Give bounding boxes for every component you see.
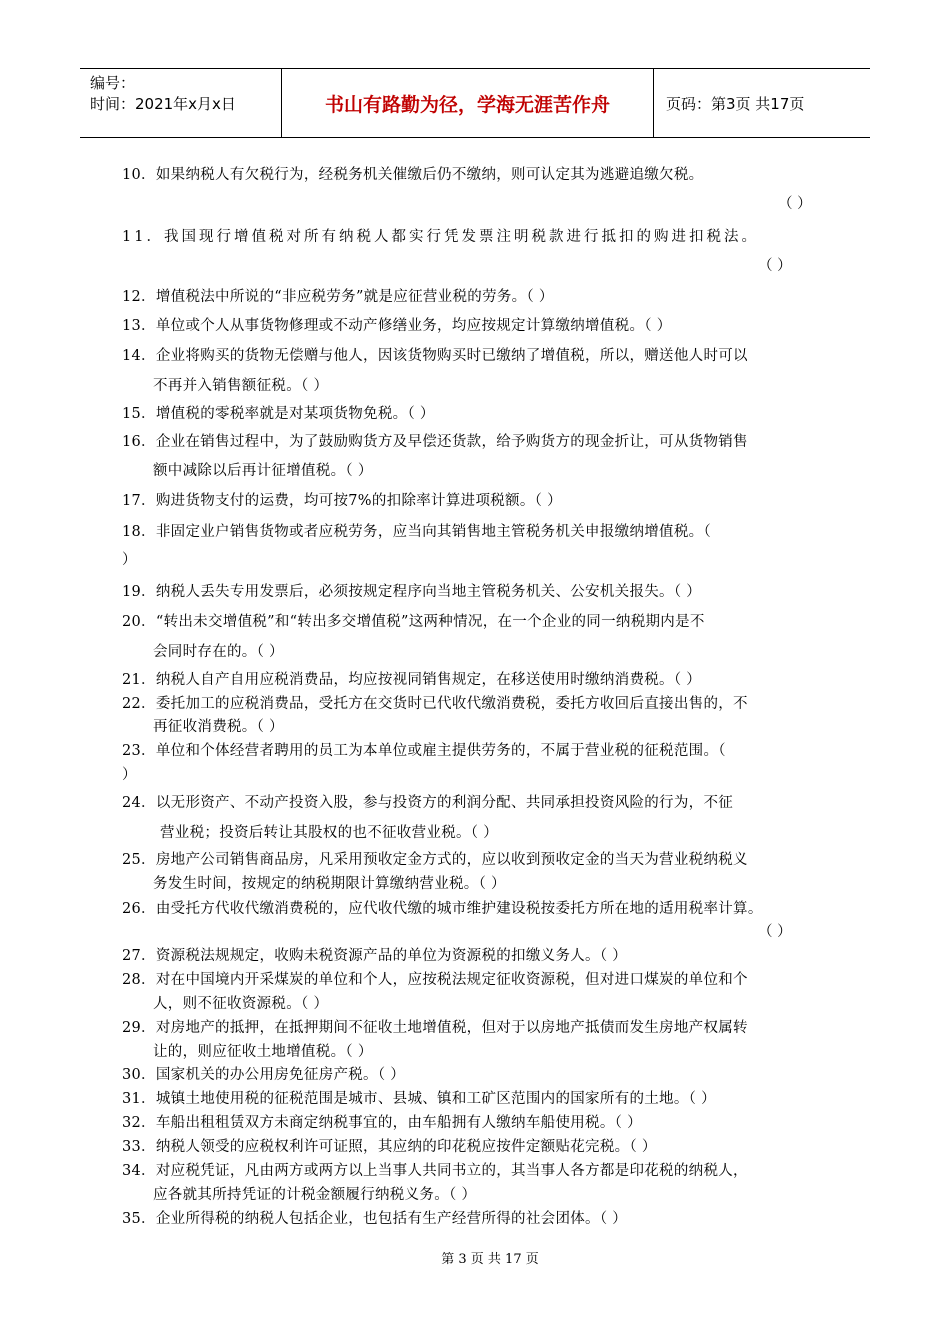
document-header: [80, 68, 870, 138]
question-16: 16．企业在销售过程中，为了鼓励购货方及早偿还货款，给予购货方的现金折让，可从货物销售: [122, 434, 748, 450]
question-12: 12．增值税法中所说的“非应税劳务”就是应征营业税的劳务。（ ）: [122, 289, 554, 305]
question-15: 15．增值税的零税率就是对某项货物免税。（ ）: [122, 406, 435, 422]
time-label: 时间：2021年x月x日: [90, 95, 236, 113]
question-23: 23．单位和个体经营者聘用的员工为本单位或雇主提供劳务的，不属于营业税的征税范围。（: [122, 743, 726, 759]
question-14: 14．企业将购买的货物无偿赠与他人，因该货物购买时已缴纳了增值税，所以，赠送他人时可以: [122, 348, 748, 364]
question-20-cont: 会同时存在的。（ ）: [153, 644, 284, 660]
question-35: 35．企业所得税的纳税人包括企业，也包括有生产经营所得的社会团体。（ ）: [122, 1211, 628, 1227]
question-18: 18．非固定业户销售货物或者应税劳务，应当向其销售地主管税务机关申报缴纳增值税。（: [122, 524, 711, 540]
page-footer: 第 3 页 共 17 页: [441, 1252, 539, 1267]
question-22-cont: 再征收消费税。（ ）: [153, 719, 284, 735]
question-11: 11．我国现行增值税对所有纳税人都实行凭发票注明税款进行抵扣的购进扣税法。: [122, 229, 759, 245]
question-31: 31．城镇土地使用税的征税范围是城市、县城、镇和工矿区范围内的国家所有的土地。（ ）: [122, 1091, 716, 1107]
question-27: 27．资源税法规规定，收购未税资源产品的单位为资源税的扣缴义务人。（ ）: [122, 948, 628, 964]
answer-blank: （ ）: [758, 258, 792, 274]
question-16-cont: 额中减除以后再计征增值税。（ ）: [153, 463, 373, 479]
answer-blank: （ ）: [758, 924, 792, 940]
question-25-cont: 务发生时间，按规定的纳税期限计算缴纳营业税。（ ）: [153, 876, 506, 892]
question-17: 17．购进货物支付的运费，均可按7%的扣除率计算进项税额。（ ）: [122, 493, 562, 509]
question-21: 21．纳税人自产自用应税消费品，均应按视同销售规定，在移送使用时缴纳消费税。（ ）: [122, 672, 702, 688]
question-29: 29．对房地产的抵押，在抵押期间不征收土地增值税，但对于以房地产抵债而发生房地产权属转: [122, 1020, 748, 1036]
question-26: 26．由受托方代收代缴消费税的，应代收代缴的城市维护建设税按委托方所在地的适用税率计算。: [122, 901, 763, 917]
question-29-cont: 让的，则应征收土地增值税。（ ）: [153, 1044, 373, 1060]
question-28: 28．对在中国境内开采煤炭的单位和个人，应按税法规定征收资源税，但对进口煤炭的单位和个: [122, 972, 748, 988]
page-info: 页码：第3页 共17页: [666, 94, 805, 113]
question-32: 32．车船出租租赁双方未商定纳税事宜的，由车船拥有人缴纳车船使用税。（ ）: [122, 1115, 642, 1131]
question-24-cont: 营业税；投资后转让其股权的也不征收营业税。（ ）: [160, 825, 499, 841]
question-19: 19．纳税人丢失专用发票后，必须按规定程序向当地主管税务机关、公安机关报失。（ ）: [122, 584, 702, 600]
question-23-cont: ）: [122, 767, 137, 783]
question-30: 30．国家机关的办公用房免征房产税。（ ）: [122, 1067, 406, 1083]
motto: 书山有路勤为径，学海无涯苦作舟: [282, 69, 654, 137]
question-24: 24．以无形资产、不动产投资入股，参与投资方的利润分配、共同承担投资风险的行为，不征: [122, 795, 734, 811]
question-20: 20．“转出未交增值税”和“转出多交增值税”这两种情况，在一个企业的同一纳税期内是不: [122, 614, 705, 630]
question-22: 22．委托加工的应税消费品，受托方在交货时已代收代缴消费税，委托方收回后直接出售的，不: [122, 696, 748, 712]
question-10: 10．如果纳税人有欠税行为，经税务机关催缴后仍不缴纳，则可认定其为逃避追缴欠税。: [122, 167, 704, 183]
number-label: 编号：: [90, 74, 136, 92]
answer-blank: （ ）: [778, 196, 812, 212]
header-meta: [80, 69, 282, 137]
question-28-cont: 人，则不征收资源税。（ ）: [153, 996, 329, 1012]
question-14-cont: 不再并入销售额征税。（ ）: [153, 378, 329, 394]
question-34-cont: 应各就其所持凭证的计税金额履行纳税义务。（ ）: [153, 1187, 477, 1203]
question-18-cont: ）: [122, 552, 137, 568]
question-25: 25．房地产公司销售商品房，凡采用预收定金方式的，应以收到预收定金的当天为营业税纳税义: [122, 852, 748, 868]
question-13: 13．单位或个人从事货物修理或不动产修缮业务，均应按规定计算缴纳增值税。（ ）: [122, 318, 672, 334]
question-34: 34．对应税凭证，凡由两方或两方以上当事人共同书立的，其当事人各方都是印花税的纳税人，: [122, 1163, 748, 1179]
question-33: 33．纳税人领受的应税权利许可证照，其应纳的印花税应按件定额贴花完税。（ ）: [122, 1139, 657, 1155]
